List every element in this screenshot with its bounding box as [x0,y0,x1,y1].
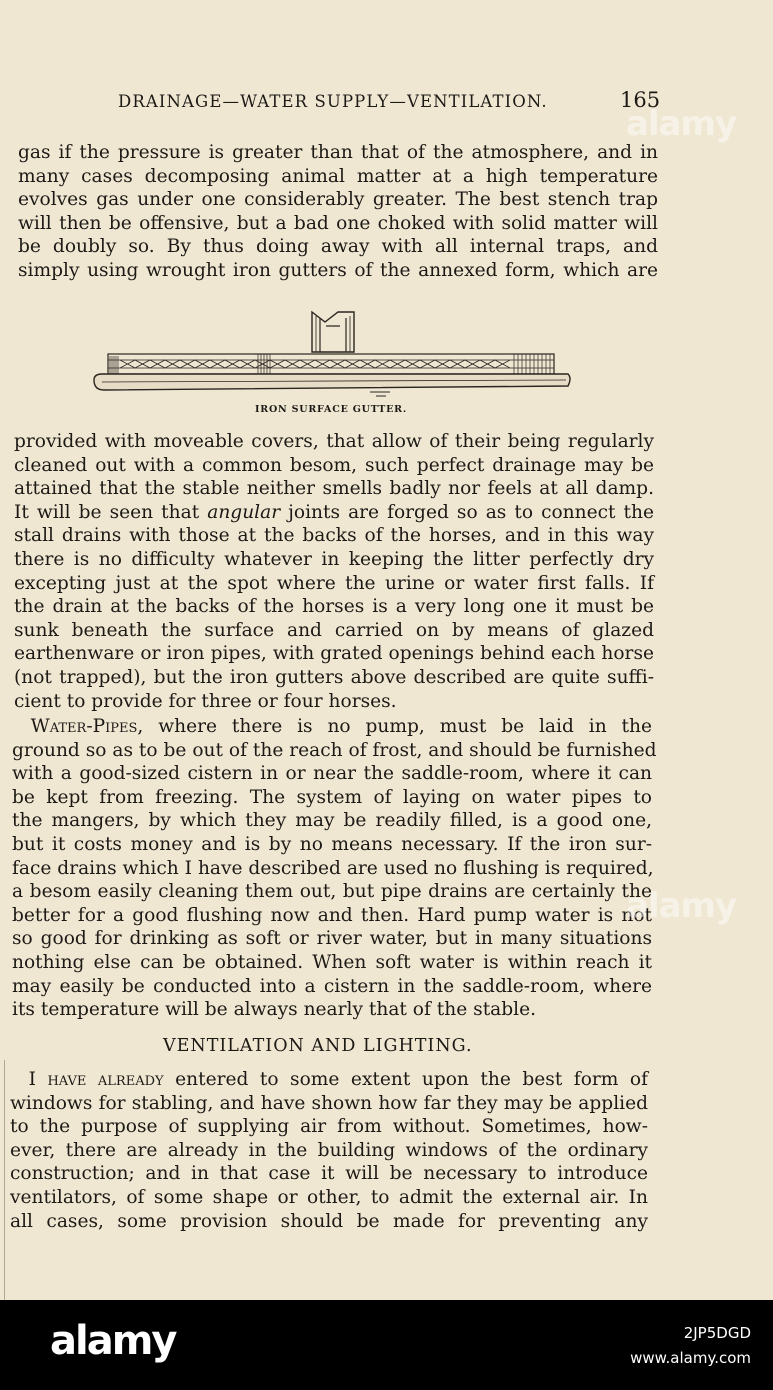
text-line: the drain at the backs of the horses is a very long one it must be [14,596,654,618]
watermark: alamy [626,886,737,926]
text-line: stall drains with those at the backs of the horses, and in this way [14,525,654,547]
text-line: to the purpose of supplying air from without. Sometimes, how- [10,1116,648,1138]
paragraph-1 [18,141,658,283]
alamy-logo: alamy [50,1318,176,1364]
text-line: there is no difficulty whatever in keeping the litter perfectly dry [14,548,654,570]
text-line [10,1068,648,1092]
text-line: many cases decomposing animal matter at a high temperature [18,165,658,187]
text-line: so good for drinking as soft or river water, but in many situations [12,928,652,950]
text-line: sunk beneath the surface and carried on by means of glazed [14,619,654,641]
text-line: face drains which I have described are used no flushing is required, [12,857,654,879]
text-line: cient to provide for three or four horses. [14,690,397,712]
stock-footer-bar [0,1300,773,1390]
text-line: simply using wrought iron gutters of the annexed form, which are [18,259,658,281]
small-caps-lead: I have already [28,1069,164,1090]
text-line: construction; and in that case it will be necessary to introduce [10,1163,648,1185]
text-line: evolves gas under one considerably greater. The best stench trap [18,189,658,211]
text-line: will then be offensive, but a bad one choked with solid matter will [18,212,658,234]
text-line: all cases, some provision should be made for preventing any [10,1210,648,1232]
site-url: www.alamy.com [630,1349,751,1367]
text-line: may easily be conducted into a cistern in the saddle-room, where [12,975,652,997]
image-id: 2JP5DGD [683,1324,751,1342]
text-line: provided with moveable covers, that allow of their being regularly [14,431,654,452]
text-line: be kept from freezing. The system of laying on water pipes to [12,786,652,808]
text-line: ventilators, of some shape or other, to admit the external air. In [10,1186,648,1208]
text-line: its temperature will be always nearly that of the stable. [12,999,537,1021]
text-line: a besom easily cleaning them out, but pipe drains are certainly the [12,881,652,903]
text-line: earthenware or iron pipes, with grated openings behind each horse [14,643,654,665]
gutter-drawing [90,308,575,400]
text-line: the mangers, by which they may be readily filled, is a good one, [12,810,652,832]
text-line: but it costs money and is by no means necessary. If the iron sur- [12,833,652,855]
text-line: attained that the stable neither smells badly nor feels at all damp. [14,478,654,500]
text-line: excepting just at the spot where the urine or water first falls. If [14,572,654,594]
text-line: ground so as to be out of the reach of frost, and should be furnished [12,739,657,761]
text-line: gas if the pressure is greater than that of the atmosphere, and in [18,142,658,163]
text-line: nothing else can be obtained. When soft water is within reach it [12,951,652,973]
iron-surface-gutter-illustration [90,308,575,400]
text-line: ever, there are already in the building windows of the ordinary [10,1139,648,1161]
binding-gutter-line [4,1060,5,1300]
text-line: windows for stabling, and have shown how far they may be applied [10,1092,648,1114]
text-fragment: where there is no pump, must be laid in the [143,716,652,737]
page-number: 165 [620,88,661,112]
text-fragment: It will be seen that [14,501,208,523]
text-line: with a good-sized cistern in or near the saddle-room, where it can [12,763,652,785]
running-head: DRAINAGE—WATER SUPPLY—VENTILATION. [118,92,548,111]
text-fragment: entered to some extent upon the best form of [163,1069,648,1090]
text-line: better for a good flushing now and then. Hard pump water is not [12,904,652,926]
paragraph-3 [12,715,657,1022]
watermark: alamy [626,104,737,144]
paragraph-4 [10,1068,648,1233]
paragraph-2 [14,430,654,713]
text-line: be doubly so. By thus doing away with all internal traps, and [18,236,658,258]
figure-caption: IRON SURFACE GUTTER. [255,404,407,415]
text-line [14,501,654,525]
text-line [12,715,652,739]
text-fragment: joints are forged so as to connect the [280,501,655,523]
small-caps-lead: Water-Pipes, [30,716,144,737]
text-line: cleaned out with a common besom, such perfect drainage may be [14,454,654,476]
text-line: (not trapped), but the iron gutters above described are quite suffi- [14,666,654,688]
italic-word: angular [207,501,281,523]
section-heading: VENTILATION AND LIGHTING. [163,1036,473,1056]
